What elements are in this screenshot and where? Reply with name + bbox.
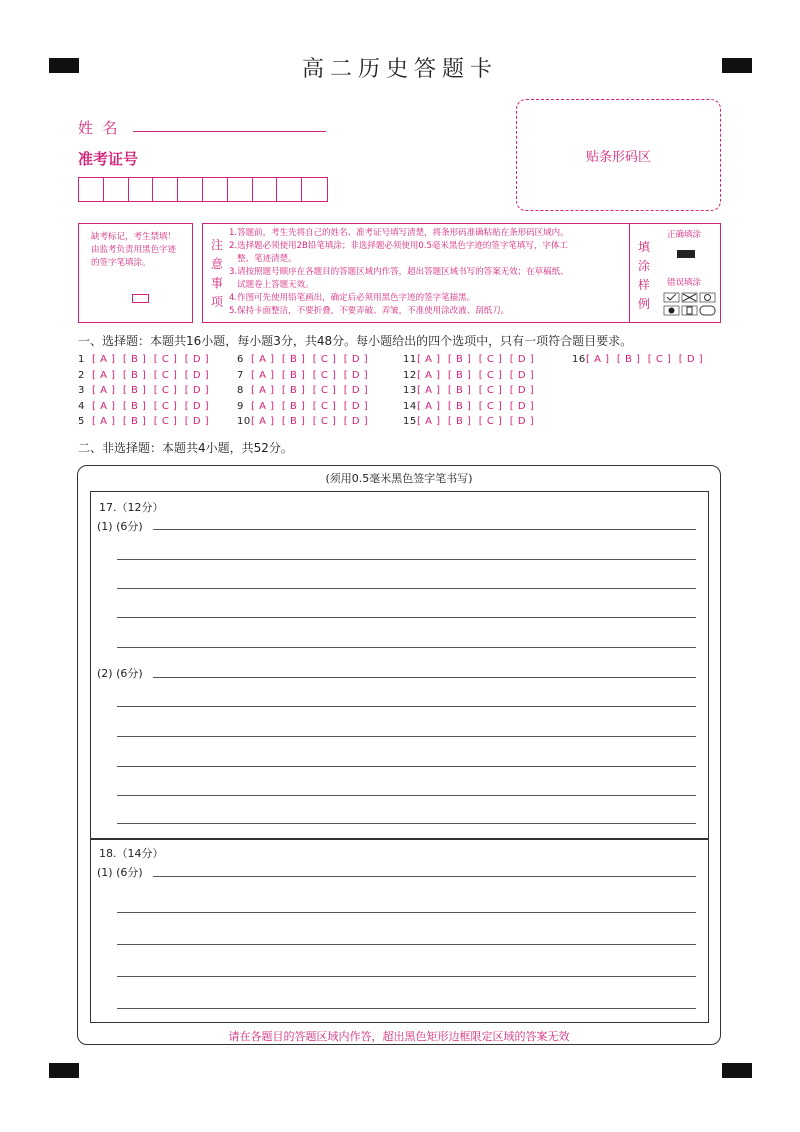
question-number: 16 — [572, 354, 586, 365]
choice-row-11[interactable] — [403, 354, 534, 365]
fill-example-char: 样 — [637, 278, 650, 292]
choice-options[interactable]: [ A ] [ B ] [ C ] [ D ] — [417, 385, 535, 396]
correct-fill-label: 正确填涂 — [667, 230, 702, 240]
choice-options[interactable]: [ A ] [ B ] [ C ] [ D ] — [251, 401, 369, 412]
exam-id-cell[interactable] — [178, 178, 203, 201]
question-number: 8 — [237, 385, 244, 396]
barcode-area — [516, 99, 721, 211]
answer-line[interactable] — [117, 1008, 696, 1009]
choice-options[interactable]: [ A ] [ B ] [ C ] [ D ] — [251, 354, 369, 365]
choice-row-10[interactable] — [237, 416, 368, 427]
question-number: 5 — [78, 416, 85, 427]
choice-options[interactable]: [ A ] [ B ] [ C ] [ D ] — [417, 416, 535, 427]
choice-options[interactable]: [ A ] [ B ] [ C ] [ D ] — [251, 416, 369, 427]
exam-id-cell[interactable] — [228, 178, 253, 201]
question-17-part1-label: (1) (6分) — [97, 520, 143, 533]
question-18-part1-label: (1) (6分) — [97, 866, 143, 879]
question-number: 13 — [403, 385, 417, 396]
exam-id-cell[interactable] — [302, 178, 327, 201]
choice-options[interactable]: [ A ] [ B ] [ C ] [ D ] — [251, 370, 369, 381]
absence-mark-text-2: 由监考负责用黑色字迹 — [91, 245, 177, 255]
question-number: 9 — [237, 401, 244, 412]
exam-id-cell[interactable] — [203, 178, 228, 201]
answer-line[interactable] — [153, 677, 696, 678]
absence-mark-checkbox[interactable] — [132, 294, 149, 303]
answer-line[interactable] — [117, 976, 696, 977]
choice-options[interactable]: [ A ] [ B ] [ C ] [ D ] — [417, 354, 535, 365]
fill-example-char: 涂 — [637, 259, 650, 273]
choice-row-12[interactable] — [403, 370, 534, 381]
answer-line[interactable] — [117, 617, 696, 618]
notice-item: 试题卷上答题无效。 — [229, 280, 314, 290]
question-number: 7 — [237, 370, 244, 381]
exam-id-cell[interactable] — [277, 178, 302, 201]
name-field[interactable] — [133, 131, 326, 132]
name-label: 姓 名 — [78, 119, 118, 137]
choice-options[interactable]: [ A ] [ B ] [ C ] [ D ] — [92, 385, 210, 396]
notice-heading-char: 注 — [210, 238, 223, 252]
question-number: 10 — [237, 416, 251, 427]
answer-line[interactable] — [117, 823, 696, 824]
choice-row-9[interactable] — [237, 401, 368, 412]
choice-options[interactable]: [ A ] [ B ] [ C ] [ D ] — [92, 401, 210, 412]
choice-row-3[interactable] — [78, 385, 209, 396]
question-18-box[interactable] — [90, 839, 709, 1023]
notice-heading-char: 事 — [210, 276, 223, 290]
notice-item: 2.选择题必须使用2B铅笔填涂；非选择题必须使用0.5毫米黑色字迹的签字笔填写，字体工 — [229, 241, 568, 251]
question-17-title: 17.（12分） — [99, 501, 164, 514]
answer-line[interactable] — [117, 766, 696, 767]
section1-heading: 一、选择题：本题共16小题，每小题3分，共48分。每小题给出的四个选项中，只有一项符合题目要求。 — [78, 334, 633, 348]
exam-id-cell[interactable] — [79, 178, 104, 201]
question-18-title: 18.（14分） — [99, 847, 164, 860]
choice-row-15[interactable] — [403, 416, 534, 427]
choice-options[interactable]: [ A ] [ B ] [ C ] [ D ] — [417, 401, 535, 412]
choice-row-6[interactable] — [237, 354, 368, 365]
registration-mark-bottom-right — [722, 1063, 752, 1078]
notice-heading-char: 项 — [210, 295, 223, 309]
notice-heading-char: 意 — [210, 257, 223, 271]
choice-options[interactable]: [ A ] [ B ] [ C ] [ D ] — [92, 416, 210, 427]
answer-line[interactable] — [117, 588, 696, 589]
choice-row-2[interactable] — [78, 370, 209, 381]
fill-example-char: 例 — [637, 297, 650, 311]
absence-mark-text-1: 缺考标记，考生禁填！ — [91, 232, 177, 242]
choice-options[interactable]: [ A ] [ B ] [ C ] [ D ] — [251, 385, 369, 396]
barcode-label: 贴条形码区 — [585, 149, 651, 165]
answer-line[interactable] — [153, 529, 696, 530]
question-number: 15 — [403, 416, 417, 427]
wrong-fill-samples — [663, 292, 719, 322]
question-number: 14 — [403, 401, 417, 412]
question-number: 2 — [78, 370, 85, 381]
fill-example-heading — [637, 238, 651, 314]
answer-line[interactable] — [153, 876, 696, 877]
choice-row-16[interactable] — [572, 354, 703, 365]
fill-example-char: 填 — [637, 240, 650, 254]
answer-line[interactable] — [117, 647, 696, 648]
notice-divider — [629, 224, 630, 322]
choice-options[interactable]: [ A ] [ B ] [ C ] [ D ] — [92, 354, 210, 365]
choice-row-5[interactable] — [78, 416, 209, 427]
absence-mark-box — [78, 223, 193, 323]
section2-heading: 二、非选择题：本题共4小题，共52分。 — [78, 441, 293, 455]
notice-item: 1.答题前，考生先将自己的姓名、准考证号填写清楚，将条形码准确粘贴在条形码区域内。 — [229, 228, 569, 238]
notice-item: 整、笔迹清楚。 — [229, 254, 297, 264]
question-number: 3 — [78, 385, 85, 396]
choice-options[interactable]: [ A ] [ B ] [ C ] [ D ] — [92, 370, 210, 381]
notice-box — [202, 223, 721, 323]
answer-line[interactable] — [117, 706, 696, 707]
absence-mark-text-3: 的签字笔填涂。 — [91, 258, 151, 268]
choice-options[interactable]: [ A ] [ B ] [ C ] [ D ] — [586, 354, 704, 365]
exam-id-label: 准考证号 — [78, 150, 139, 168]
footer-warning: 请在各题目的答题区域内作答，超出黑色矩形边框限定区域的答案无效 — [228, 1030, 570, 1043]
question-number: 11 — [403, 354, 417, 365]
question-17-part2-label: (2) (6分) — [97, 667, 143, 680]
notice-item: 5.保持卡面整洁，不要折叠，不要弄破、弄皱，不准使用涂改液、刮纸刀。 — [229, 306, 510, 316]
correct-fill-sample — [677, 250, 695, 258]
page-title: 高二历史答题卡 — [301, 57, 498, 82]
answer-line[interactable] — [117, 912, 696, 913]
choice-options[interactable]: [ A ] [ B ] [ C ] [ D ] — [417, 370, 535, 381]
wrong-fill-label: 错误填涂 — [667, 278, 702, 288]
choice-row-4[interactable] — [78, 401, 209, 412]
choice-row-1[interactable] — [78, 354, 209, 365]
question-number: 12 — [403, 370, 417, 381]
exam-id-grid[interactable] — [78, 177, 328, 202]
notice-items — [229, 227, 629, 318]
question-number: 4 — [78, 401, 85, 412]
answer-line[interactable] — [117, 944, 696, 945]
choice-row-14[interactable] — [403, 401, 534, 412]
answer-area-frame — [77, 465, 721, 1045]
choice-row-7[interactable] — [237, 370, 368, 381]
notice-heading — [210, 236, 224, 312]
choice-row-8[interactable] — [237, 385, 368, 396]
notice-item: 4.作图可先使用铅笔画出，确定后必须用黑色字迹的签字笔描黑。 — [229, 293, 476, 303]
answer-line[interactable] — [117, 795, 696, 796]
question-number: 1 — [78, 354, 85, 365]
exam-id-cell[interactable] — [129, 178, 154, 201]
answer-line[interactable] — [117, 736, 696, 737]
exam-id-cell[interactable] — [253, 178, 278, 201]
wrong-fill-samples-icon — [663, 292, 719, 318]
question-17-box[interactable] — [90, 491, 709, 839]
exam-id-cell[interactable] — [104, 178, 129, 201]
pen-note: (须用0.5毫米黑色签字笔书写) — [325, 472, 473, 485]
registration-mark-bottom-left — [49, 1063, 79, 1078]
exam-id-cell[interactable] — [153, 178, 178, 201]
notice-item: 3.请按照题号顺序在各题目的答题区域内作答，超出答题区域书写的答案无效；在草稿纸、 — [229, 267, 569, 277]
question-number: 6 — [237, 354, 244, 365]
choice-row-13[interactable] — [403, 385, 534, 396]
answer-line[interactable] — [117, 559, 696, 560]
